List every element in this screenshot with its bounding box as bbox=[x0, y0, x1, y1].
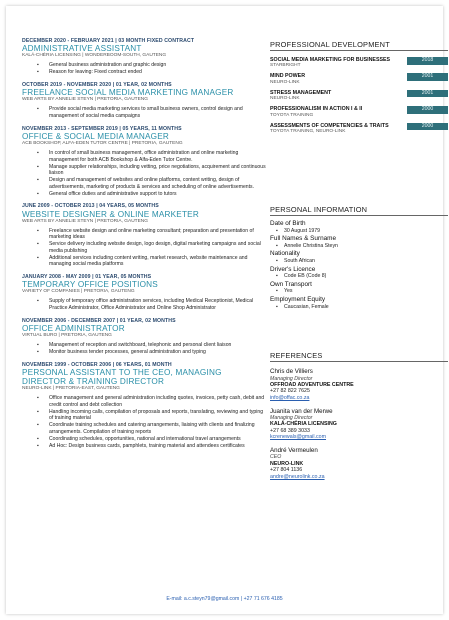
course-item bbox=[270, 57, 448, 69]
reference-email-link[interactable]: kcrenewals@gmail.com bbox=[270, 434, 327, 441]
course-item bbox=[270, 90, 448, 102]
job-entry bbox=[22, 126, 267, 198]
field-value: ▪ Annelie Christina Steyn bbox=[270, 243, 448, 250]
job-duty: ▪ Supply of temporary office administration services, including Medical Receptionist, Medical Practice Administrator, Office Administrator and Online Shop Administrator bbox=[37, 298, 267, 311]
job-duty: ▪ Management of reception and switchboard, telephonic and personal client liaison bbox=[37, 342, 267, 349]
reference-item bbox=[270, 368, 448, 401]
job-duty: ▪ Additional services including content writing, market research, website maintenance and managing social media platforms bbox=[37, 255, 267, 268]
reference-phone: +27 82 822 7625 bbox=[270, 388, 310, 395]
resume-page bbox=[6, 6, 443, 614]
reference-role: Managing Director bbox=[270, 414, 313, 421]
job-duty: ▪ Reason for leaving: Fixed contract ended bbox=[37, 69, 267, 76]
job-duties bbox=[22, 298, 267, 311]
references-heading: REFERENCES bbox=[270, 351, 448, 362]
course-year-badge: 2000 bbox=[407, 123, 448, 131]
job-duty: ▪ Provide social media marketing services to small business owners, control design and management of social media campaigns bbox=[37, 106, 267, 119]
field-label: Nationality bbox=[270, 250, 300, 258]
professional-development-heading: PROFESSIONAL DEVELOPMENT bbox=[270, 40, 448, 51]
job-entry bbox=[22, 318, 267, 356]
job-entry bbox=[22, 203, 267, 268]
course-title: ASSESSMENTS OF COMPETENCIES & TRAITS bbox=[270, 122, 389, 129]
course-year-badge: 2000 bbox=[407, 106, 448, 114]
course-title: SOCIAL MEDIA MARKETING FOR BUSINESSES bbox=[270, 57, 391, 63]
personal-information-list bbox=[270, 220, 448, 310]
job-title: OFFICE ADMINISTRATOR bbox=[22, 324, 125, 334]
job-duties bbox=[22, 342, 267, 356]
field-value: ▪ Caucasian, Female bbox=[270, 304, 448, 311]
course-provider: STARBRIGHT bbox=[270, 63, 301, 69]
job-title: FREELANCE SOCIAL MEDIA MARKETING MANAGER bbox=[22, 88, 234, 98]
job-duties bbox=[22, 150, 267, 197]
job-company: WEB ARTS BY ANNELIE STEYN | PRETORIA, GAUTENG bbox=[22, 97, 148, 103]
job-title: TEMPORARY OFFICE POSITIONS bbox=[22, 280, 158, 290]
reference-role: CEO bbox=[270, 454, 282, 461]
job-entry bbox=[22, 82, 267, 120]
field-value: ▪ Code EB (Code 8) bbox=[270, 273, 448, 280]
job-duties bbox=[22, 395, 267, 449]
contact-footer: E-mail: a.c.steyn79@gmail.com | +27 71 676 4185 bbox=[166, 596, 283, 602]
reference-role: Managing Director bbox=[270, 375, 313, 382]
course-provider: TOYOTA TRAINING bbox=[270, 112, 314, 118]
reference-item bbox=[270, 408, 448, 441]
job-period: OCTOBER 2019 - NOVEMBER 2020 | 01 YEAR, 02 MONTHS bbox=[22, 81, 172, 88]
job-duty: ▪ Design and management of websites and online platforms, content writing, design of advertisements, marketing of products & services and scheduling of online advertisements. bbox=[37, 177, 267, 190]
job-duties bbox=[22, 106, 267, 119]
job-period: DECEMBER 2020 - FEBRUARY 2021 | 03 MONTH FIXED CONTRACT bbox=[22, 38, 195, 44]
reference-company: OFFROAD ADVENTURE CENTRE bbox=[270, 381, 354, 388]
field-label: Date of Birth bbox=[270, 220, 306, 228]
job-duty: ▪ Coordinate training schedules and catering arrangements, liaising with clients and finalizing arrangements. Compilation of training reports bbox=[37, 422, 267, 435]
course-title: PROFESSIONALISM IN ACTION I & II bbox=[270, 106, 363, 113]
reference-name: André Vermeulen bbox=[270, 446, 318, 454]
job-title: PERSONAL ASSISTANT TO THE CEO, MANAGING DIRECTOR & TRAINING DIRECTOR bbox=[22, 368, 222, 387]
experience-column bbox=[22, 38, 267, 455]
reference-email-link[interactable]: andre@neurolink.co.za bbox=[270, 473, 325, 480]
job-title: OFFICE & SOCIAL MEDIA MANAGER bbox=[22, 131, 169, 141]
reference-company: KALÁ-CHÉRIA LICENSING bbox=[270, 421, 337, 428]
job-entry bbox=[22, 274, 267, 312]
job-company: VARIETY OF COMPANIES | PRETORIA, GAUTENG bbox=[22, 289, 135, 295]
job-company: WEB ARTS BY ANNELIE STEYN | PRETORIA, GAUTENG bbox=[22, 218, 148, 224]
job-duty: ▪ Coordinating schedules, opportunities, national and international travel arrangements bbox=[37, 436, 267, 443]
job-duty: ▪ Handling incoming calls, compilation of proposals and reports, translating, reviewing and typing of training material bbox=[37, 409, 267, 422]
course-item bbox=[270, 73, 448, 85]
job-period: NOVEMBER 2013 - SEPTEMBER 2019 | 05 YEARS, 11 MONTHS bbox=[22, 125, 182, 132]
course-title: STRESS MANAGEMENT bbox=[270, 89, 332, 96]
job-duty: ▪ Ad Hoc: Design business cards, pamphlets, training material and attendees certificates bbox=[37, 443, 267, 450]
job-duty: ▪ Office management and general administration including quotes, invoices, petty cash, debit and credit control and debt collection bbox=[37, 395, 267, 408]
job-period: NOVEMBER 2006 - DECEMBER 2007 | 01 YEAR, 02 MONTHS bbox=[22, 317, 176, 324]
field-label: Full Names & Surname bbox=[270, 235, 337, 243]
reference-company: NEURO-LINK bbox=[270, 460, 304, 467]
course-provider: NEURO-LINK bbox=[270, 96, 300, 102]
job-company: VIRTUAL BURO | PRETORIA, GAUTENG bbox=[22, 333, 112, 339]
job-duty: ▪ Monitor business tender processes, general administration and typing bbox=[37, 349, 267, 356]
course-title: MIND POWER bbox=[270, 73, 306, 80]
field-label: Own Transport bbox=[270, 280, 312, 288]
reference-name: Chris de Villiers bbox=[270, 368, 313, 376]
course-item bbox=[270, 123, 448, 135]
course-year-badge: 2001 bbox=[407, 73, 448, 81]
reference-email-link[interactable]: info@offac.co.za bbox=[270, 394, 310, 401]
job-entry bbox=[22, 362, 267, 450]
course-provider: TOYOTA TRAINING, NEURO-LINK bbox=[270, 129, 346, 135]
job-duties bbox=[22, 228, 267, 268]
job-company: NEURO-LINK | PRETORIA-EAST, GAUTENG bbox=[22, 386, 120, 392]
job-duty: ▪ In control of small business management, office administration and online marketing management for both ACB Bookshop & Alfa-Eden Tutor Centre. bbox=[37, 150, 267, 163]
field-value: ▪ 30 August 1979 bbox=[270, 228, 448, 235]
job-duty: ▪ Manage supplier relationships, including vetting, price negotiations, acquirement and continuous liaison bbox=[37, 164, 267, 177]
professional-development-list bbox=[270, 57, 448, 135]
reference-phone: +27 804 1136 bbox=[270, 467, 303, 474]
job-title: WEBSITE DESIGNER & ONLINE MARKETER bbox=[22, 209, 199, 219]
field-label: Driver's Licence bbox=[270, 265, 316, 273]
job-period: NOVEMBER 1999 - OCTOBER 2006 | 06 YEARS, 01 MONTH bbox=[22, 361, 172, 368]
course-year-badge: 2001 bbox=[407, 90, 448, 98]
job-period: JANUARY 2008 - MAY 2009 | 01 YEAR, 05 MONTHS bbox=[22, 274, 152, 281]
job-company: KALÁ-CHÉRIA LICENSING | WONDERBOOM-SOUTH, GAUTENG bbox=[22, 53, 167, 59]
job-title: ADMINISTRATIVE ASSISTANT bbox=[22, 44, 142, 54]
course-item bbox=[270, 106, 448, 118]
job-duties bbox=[22, 62, 267, 76]
job-entry bbox=[22, 38, 267, 76]
reference-item bbox=[270, 447, 448, 480]
course-year-badge: 2018 bbox=[407, 57, 448, 65]
personal-information-heading: PERSONAL INFORMATION bbox=[270, 205, 448, 216]
reference-name: Juanita van der Merwe bbox=[270, 407, 333, 415]
job-duty: ▪ General office duties and administrative support to tutors bbox=[37, 191, 267, 198]
sidebar-column bbox=[270, 40, 448, 486]
reference-phone: +27 68 389 3033 bbox=[270, 427, 310, 434]
job-duty: ▪ General business administration and graphic design bbox=[37, 62, 267, 69]
course-provider: NEURO-LINK bbox=[270, 79, 300, 85]
references-list bbox=[270, 368, 448, 480]
field-label: Employment Equity bbox=[270, 295, 326, 303]
field-value: ▪ South African bbox=[270, 258, 448, 265]
job-company: ACB BOOKSHOP, ALFA-EDEN TUTOR CENTRE | PRETORIA, GAUTENG bbox=[22, 140, 183, 146]
job-period: JUNE 2009 - OCTOBER 2013 | 04 YEARS, 05 MONTHS bbox=[22, 203, 159, 210]
field-value: ▪ Yes bbox=[270, 288, 448, 295]
job-duty: ▪ Service delivery including website design, logo design, digital marketing campaigns and social media publishing bbox=[37, 241, 267, 254]
job-duty: ▪ Freelance website design and online marketing consultant; preparation and presentation of marketing ideas bbox=[37, 228, 267, 241]
